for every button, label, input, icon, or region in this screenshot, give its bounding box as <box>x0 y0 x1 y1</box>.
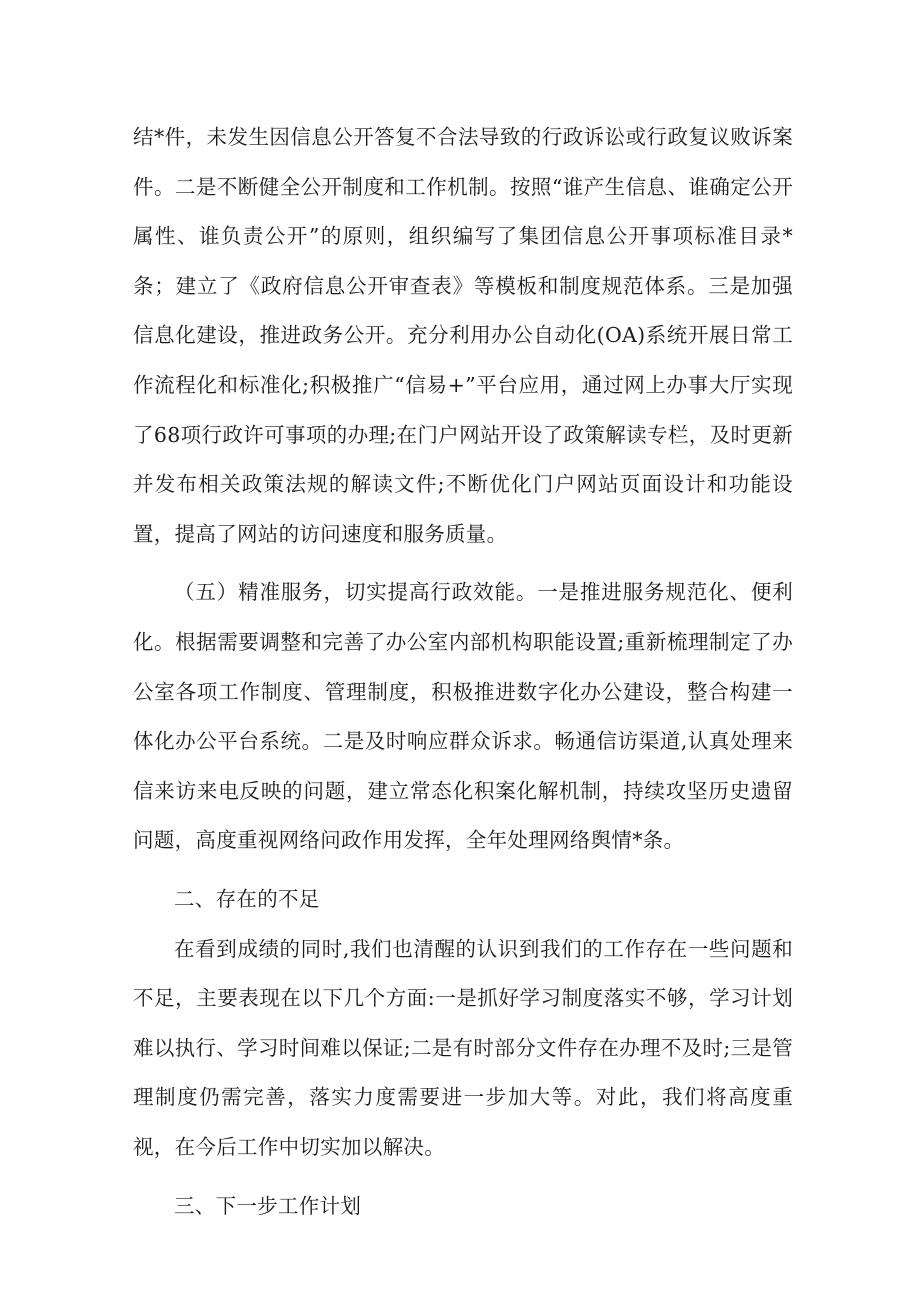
document-body <box>133 113 793 1232</box>
section-heading-next-plan: 三、下一步工作计划 <box>174 1194 362 1219</box>
paragraph-shortcomings: 在看到成绩的同时,我们也清醒的认识到我们的工作存在一些问题和不足，主要表现在以下几个方面:一是抓好学习制度落实不够，学习计划难以执行、学习时间难以保证;二是有时部分文件存在办理不及时;三是管理制度仍需完善，落实力度需要进一步加大等。对此，我们将高度重视，在今后工作中切实加以解决。 <box>133 936 793 1159</box>
paragraph-spacer <box>133 559 793 568</box>
paragraph-spacer <box>133 1172 793 1182</box>
paragraph-spacer <box>133 866 793 875</box>
paragraph-precise-service: （五）精准服务，切实提高行政效能。一是推进服务规范化、便利化。根据需要调整和完善了办公室内部机构职能设置;重新梳理制定了办公室各项工作制度、管理制度，积极推进数字化办公建设，整合构建一体化办公平台系统。二是及时响应群众诉求。畅通信访渠道,认真处理来信来访来电反映的问题，建立常态化积案化解机制，持续攻坚历史遗留问题，高度重视网络问政作用发挥，全年处理网络舆情*条。 <box>133 580 793 853</box>
section-heading-shortcomings: 二、存在的不足 <box>174 886 320 911</box>
paragraph-information-disclosure: 结*件，未发生因信息公开答复不合法导致的行政诉讼或行政复议败诉案件。二是不断健全公开制度和工作机制。按照“谁产生信息、谁确定公开属性、谁负责公开”的原则，组织编写了集团信息公开事项标准目录*条；建立了《政府信息公开审查表》等模板和制度规范体系。三是加强信息化建设，推进政务公开。充分利用办公自动化(OA)系统开展日常工作流程化和标准化;积极推广“信易+”平台应用，通过网上办事大厅实现了68项行政许可事项的办理;在门户网站开设了政策解读专栏，及时更新并发布相关政策法规的解读文件;不断优化门户网站页面设计和功能设置，提高了网站的访问速度和服务质量。 <box>133 125 793 546</box>
